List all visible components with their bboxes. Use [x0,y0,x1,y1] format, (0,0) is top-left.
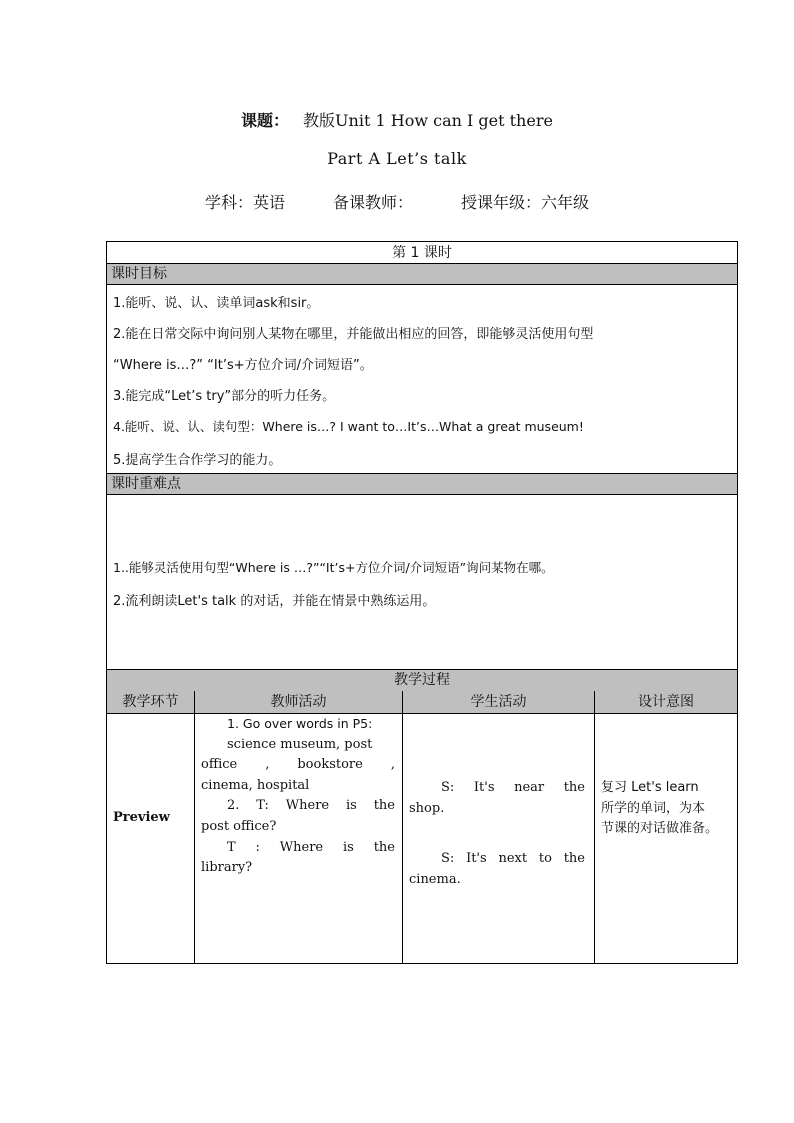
key-point-item: 2.流利朗读Let's talk 的对话，并能在情景中熟练运用。 [113,594,436,609]
column-header: 教师活动 [195,691,402,713]
key-point-item: 1..能够灵活使用句型“Where is …?”“It’s+方位介词/介词短语”询问某物在哪。 [113,560,554,575]
teacher-line: 1. Go over words in P5: [227,716,373,731]
student-line: S: It's near the [441,780,585,795]
column-divider [194,691,195,963]
divider [107,494,737,495]
lesson-meta [0,190,794,213]
student-line: shop. [409,800,445,816]
teacher-line: science museum, post [227,736,373,752]
intent-line: 节课的对话做准备。 [601,821,719,837]
key-points-header: 课时重难点 [107,474,737,494]
teacher-line: cinema, hospital [201,777,310,793]
lesson-subtitle: Part A Let’s talk [327,149,467,168]
lesson-plan-table [106,241,738,964]
teacher-activity [201,714,395,879]
student-line: S: It's next to the [441,851,585,867]
objectives-header: 课时目标 [107,264,737,285]
teacher-field: 备课教师： [332,193,413,212]
column-header: 设计意图 [595,691,737,713]
lesson-title [0,108,794,131]
objective-item: 4.能听、说、认、读句型：Where is…? I want to…It’s…What a great museum! [113,419,584,434]
objective-item: “Where is…?” “It’s+方位介词/介词短语”。 [113,358,373,373]
divider [107,284,737,285]
grade-field: 授课年级：六年级 [461,193,590,212]
column-divider [402,691,403,963]
student-line [409,819,585,849]
objective-item: 1.能听、说、认、读单词ask和sir。 [113,296,320,311]
intent-line: 复习 Let's learn [601,780,699,795]
teacher-line: 2. T: Where is the [227,798,395,814]
teacher-line: T : Where is the [227,839,395,855]
title-text: 教版Unit 1 How can I get there [303,111,553,130]
column-divider [594,691,595,963]
lesson-period: 第 1 课时 [392,245,452,261]
design-intent [601,778,739,840]
stage-label: Preview [113,810,170,825]
intent-line: 所学的单词，为本 [601,800,706,816]
title-label: 课题： [241,111,290,130]
column-header: 教学环节 [107,691,194,713]
teacher-line: post office? [201,818,277,834]
column-header: 学生活动 [403,691,594,713]
teacher-line: library? [201,860,253,876]
student-line: cinema. [409,871,461,887]
teacher-line: office , bookstore , [201,757,395,773]
objective-item: 5.提高学生合作学习的能力。 [113,453,282,468]
objective-item: 2.能在日常交际中询问别人某物在哪里，并能做出相应的回答，即能够灵活使用句型 [113,327,594,342]
subject-field: 学科：英语 [204,193,285,212]
objective-item: 3.能完成“Let’s try”部分的听力任务。 [113,389,336,404]
student-activity [409,778,585,890]
process-header: 教学过程 [107,670,737,691]
